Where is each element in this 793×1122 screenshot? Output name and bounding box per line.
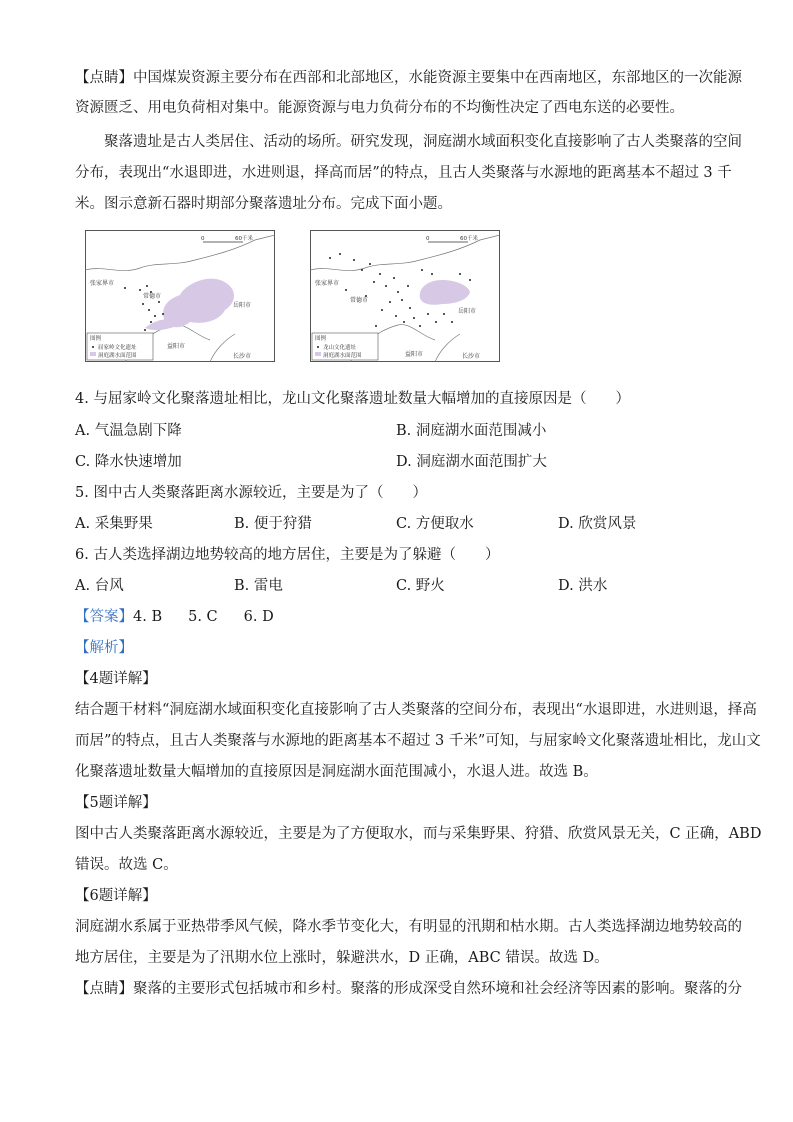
stem-line2: 分布，表现出“水退即进，水进则退，择高而居”的特点，且古人类聚落与水源地的距离基本不超过 3 千 xyxy=(75,165,732,181)
city-zhangjiajie: 张家界市 xyxy=(315,280,340,287)
detail5-title: 【5题详解】 xyxy=(75,795,157,811)
q4-option-b: B. 洞庭湖水面范围减小 xyxy=(396,423,547,439)
q6-option-b: B. 雷电 xyxy=(234,578,283,594)
q6-option-c: C. 野火 xyxy=(396,578,445,594)
question-4: 4. 与屈家岭文化聚落遗址相比，龙山文化聚落遗址数量大幅增加的直接原因是（ ） xyxy=(75,391,630,407)
q6-option-d: D. 洪水 xyxy=(558,578,608,594)
dianjing-tag: 【点睛】 xyxy=(75,70,133,86)
answer-tag: 【答案】 xyxy=(75,609,133,625)
analysis-tag: 【解析】 xyxy=(75,640,133,656)
detail5-line1: 图中古人类聚落距离水源较近，主要是为了方便取水，而与采集野果、狩猎、欣赏风景无关，C 正确，ABD xyxy=(75,826,762,842)
q5-option-c: C. 方便取水 xyxy=(396,516,474,532)
q5-option-a: A. 采集野果 xyxy=(75,516,153,532)
intro-dianjing-line1: 【点睛】中国煤炭资源主要分布在西部和北部地区，水能资源主要集中在西南地区，东部地区的一次能源 xyxy=(75,70,742,86)
city-yiyang: 益阳市 xyxy=(405,351,424,358)
detail4-line2: 而居”的特点，且古人类聚落与水源地的距离基本不超过 3 千米”可知，与屈家岭文化聚落遗址相比，龙山文 xyxy=(75,733,761,749)
city-yueyang: 岳阳市 xyxy=(458,308,477,315)
q5-option-b: B. 便于狩猎 xyxy=(234,516,312,532)
q6-option-a: A. 台风 xyxy=(75,578,124,594)
answer-4: 4. B xyxy=(133,609,163,625)
legend-title: 图例 xyxy=(90,336,102,342)
legend-site: 龙山文化遗址 xyxy=(323,345,357,351)
city-changsha: 长沙市 xyxy=(233,353,252,360)
q4-option-c: C. 降水快速增加 xyxy=(75,454,182,470)
city-changde: 常德市 xyxy=(143,293,162,300)
q4-option-d: D. 洞庭湖水面范围扩大 xyxy=(396,454,547,470)
stem-line3: 米。图示意新石器时期部分聚落遗址分布。完成下面小题。 xyxy=(75,196,452,212)
city-changsha: 长沙市 xyxy=(462,353,481,360)
legend-title: 图例 xyxy=(315,336,327,342)
q4-option-a: A. 气温急剧下降 xyxy=(75,423,182,439)
detail4-line1: 结合题干材料“洞庭湖水域面积变化直接影响了古人类聚落的空间分布，表现出“水退即进，水进则退，择高 xyxy=(75,702,757,718)
detail5-line2: 错误。故选 C。 xyxy=(75,857,178,873)
question-5: 5. 图中古人类聚落距离水源较近，主要是为了（ ） xyxy=(75,485,427,501)
answer-line xyxy=(75,607,274,627)
map-longshan xyxy=(310,230,500,362)
q5-option-d: D. 欣赏风景 xyxy=(558,516,637,532)
scale-zero: 0 xyxy=(201,236,205,242)
intro-dianjing-line2: 资源匮乏、用电负荷相对集中。能源资源与电力负荷分布的不均衡性决定了西电东送的必要性。 xyxy=(75,100,684,116)
detail6-line2: 地方居住，主要是为了汛期水位上涨时，躲避洪水，D 正确，ABC 错误。故选 D。 xyxy=(75,950,609,966)
dianjing-tag: 【点睛】 xyxy=(75,981,133,997)
city-zhangjiajie: 张家界市 xyxy=(90,280,115,287)
map-qujialing xyxy=(85,230,275,362)
detail6-line1: 洞庭湖水系属于亚热带季风气候，降水季节变化大，有明显的汛期和枯水期。古人类选择湖边地势较高的 xyxy=(75,919,742,935)
final-dianjing: 【点睛】聚落的主要形式包括城市和乡村。聚落的形成深受自然环境和社会经济等因素的影响。聚落的分 xyxy=(75,981,742,997)
city-yueyang: 岳阳市 xyxy=(233,302,252,309)
legend-lake: 洞庭湖水面范围 xyxy=(323,353,362,359)
detail6-title: 【6题详解】 xyxy=(75,888,157,904)
scale-label: 60千米 xyxy=(460,236,478,242)
legend-site: 屈家岭文化遗址 xyxy=(98,345,137,351)
legend-lake: 洞庭湖水面范围 xyxy=(98,353,137,359)
answer-5: 5. C xyxy=(188,609,218,625)
scale-label: 60千米 xyxy=(235,236,253,242)
detail4-title: 【4题详解】 xyxy=(75,671,157,687)
scale-zero: 0 xyxy=(426,236,430,242)
city-changde: 常德市 xyxy=(350,297,369,304)
city-yiyang: 益阳市 xyxy=(167,343,186,350)
detail4-line3: 化聚落遗址数量大幅增加的直接原因是洞庭湖水面范围减小，水退人进。故选 B。 xyxy=(75,764,598,780)
answer-6: 6. D xyxy=(243,609,274,625)
stem-line1: 聚落遗址是古人类居住、活动的场所。研究发现，洞庭湖水域面积变化直接影响了古人类聚落的空间 xyxy=(104,134,742,150)
question-6: 6. 古人类选择湖边地势较高的地方居住，主要是为了躲避（ ） xyxy=(75,547,500,563)
